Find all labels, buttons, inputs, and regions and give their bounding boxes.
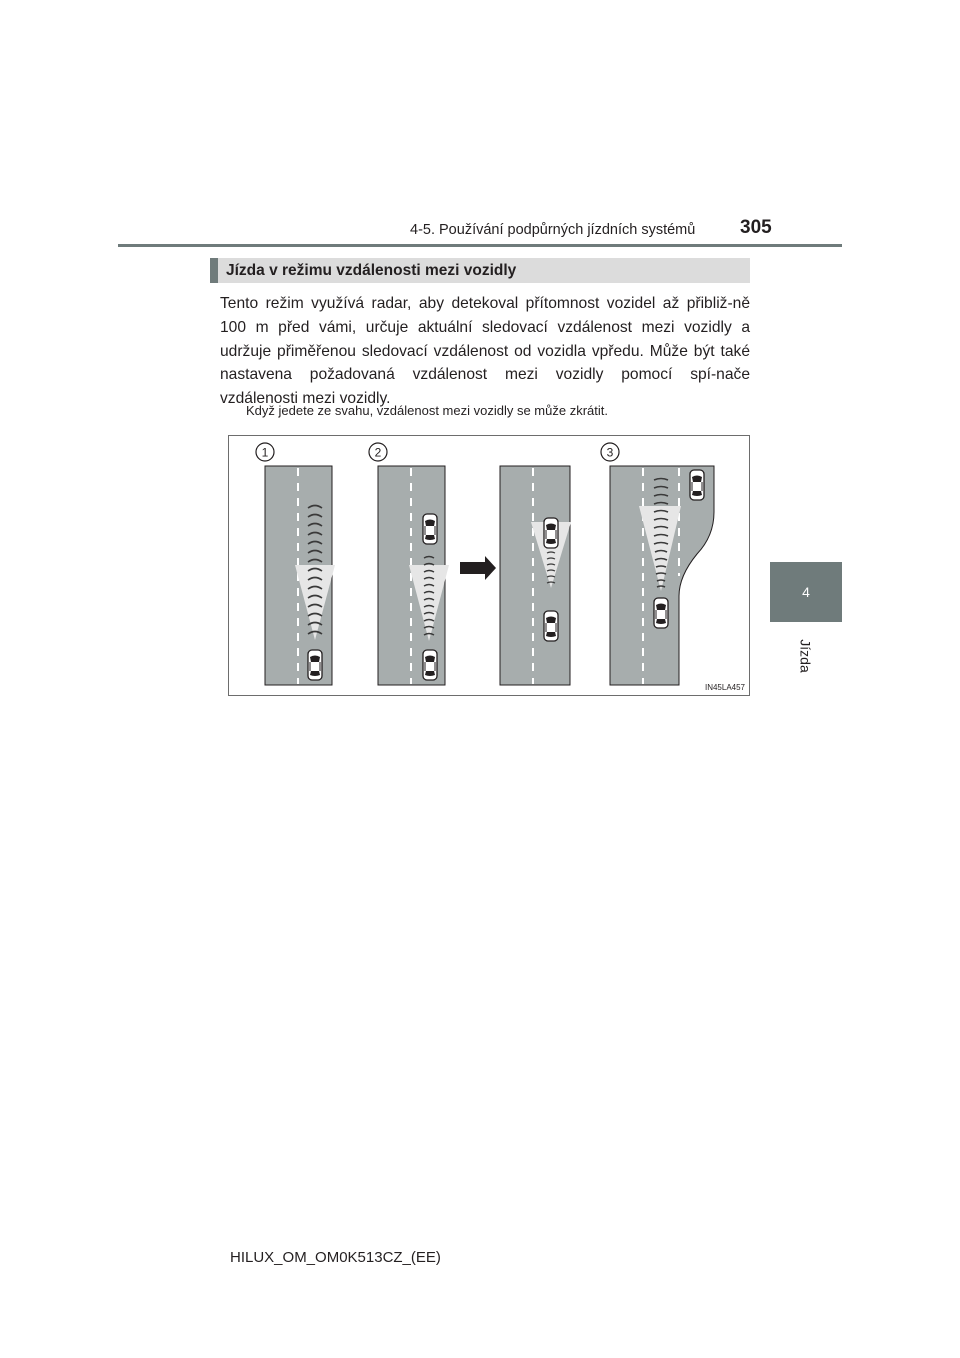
transition-arrow <box>460 556 496 580</box>
marker-3: 3 <box>606 445 614 460</box>
page-number: 305 <box>740 217 772 238</box>
marker-2: 2 <box>374 445 382 460</box>
radar-illustration <box>228 435 750 696</box>
chapter-label <box>784 634 828 678</box>
footer-doc-code: HILUX_OM_OM0K513CZ_(EE) <box>230 1249 441 1266</box>
section-heading: Jízda v režimu vzdálenosti mezi vozidly <box>210 258 750 283</box>
panel-2b <box>500 466 571 685</box>
body-paragraph: Tento režim využívá radar, aby detekoval přítomnost vozidel až přibliž-ně 100 m před vámi, určuje aktuální sledovací vzdálenost mezi vozidly a udržuje přiměřenou sledovací vzdálenost od vozidla vpředu. Může být také nastavena požadovaná vzdálenost mezi vozidly pomocí spí-nače vzdálenosti mezi vozidly. <box>220 295 750 408</box>
running-header: 4-5. Používání podpůrných jízdních systémů <box>410 222 696 238</box>
header-rule <box>118 244 842 247</box>
chapter-label-text: Jízda <box>798 639 814 673</box>
marker-1: 1 <box>261 445 269 460</box>
chapter-tab[interactable] <box>770 562 842 622</box>
panel-2 <box>369 443 449 685</box>
chapter-number: 4 <box>802 584 810 600</box>
panel-3 <box>601 443 714 685</box>
figure-code: IN45LA457 <box>704 683 745 692</box>
note-text: Když jedete ze svahu, vzdálenost mezi vozidly se může zkrátit. <box>246 403 608 418</box>
panel-1 <box>256 443 335 685</box>
